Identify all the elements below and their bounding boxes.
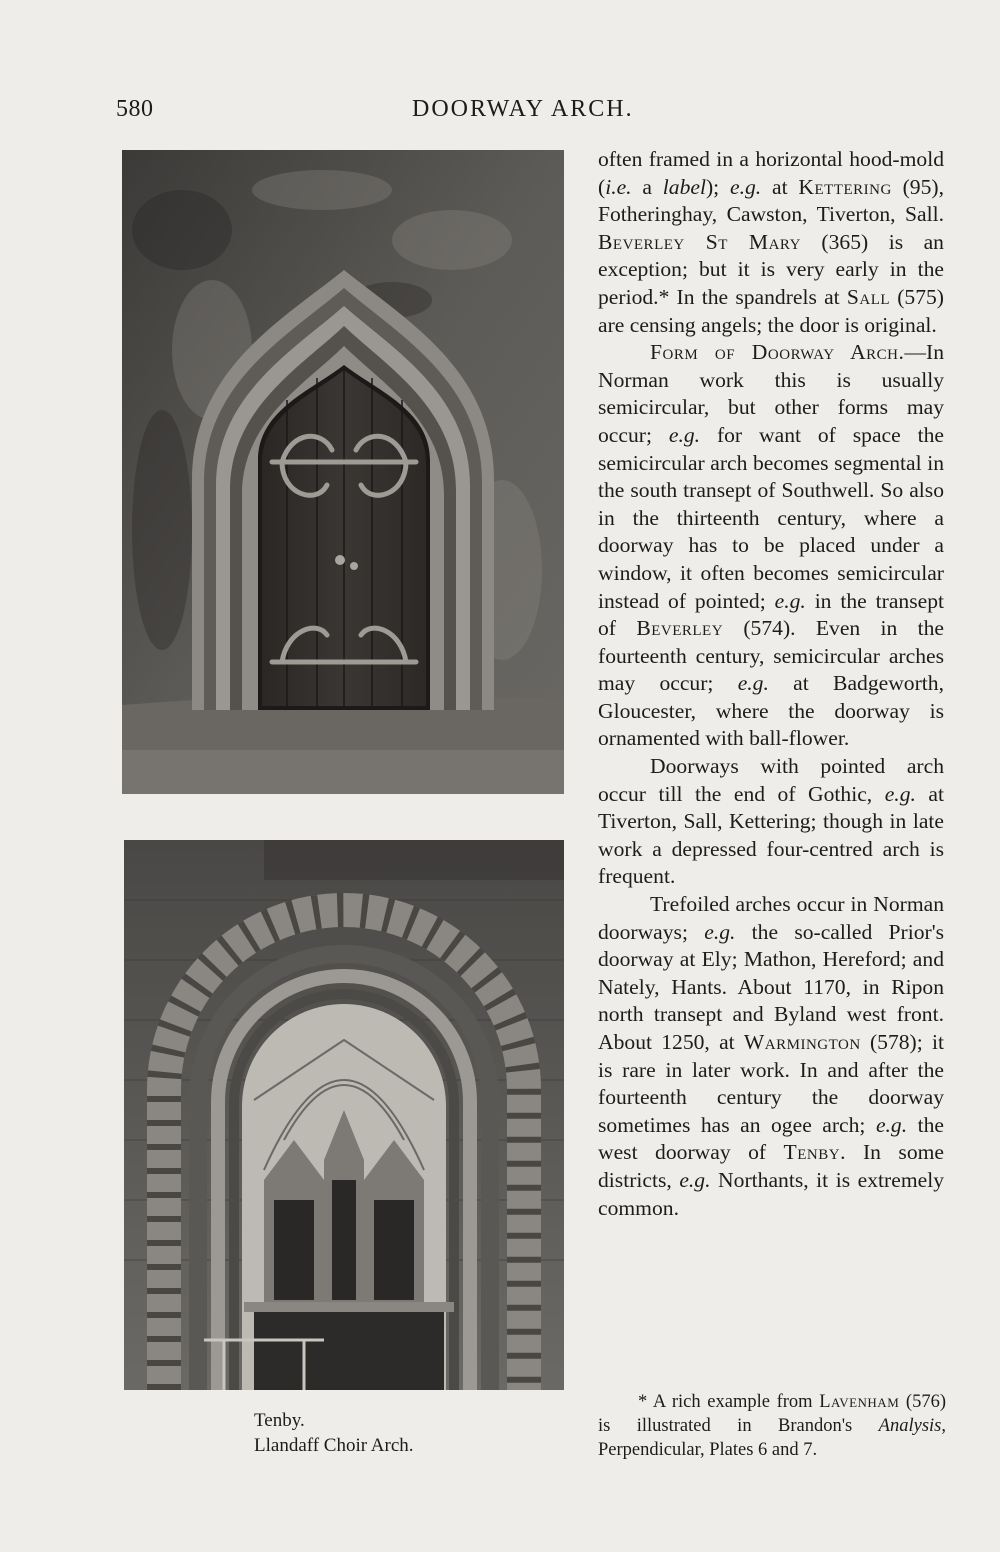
paragraph-hood-mold: often framed in a horizontal hood-mold (i.e. a label); e.g. at Kettering (95), Fotheringhay, Cawston, Tiverton, Sall. Beverley St Mary (365) is an exception; but it is very early in the period.* In the spandrels at Sall (575) are censing angels; the door is original. [598, 147, 944, 337]
page-number: 580 [116, 96, 154, 122]
photo-llandaff-choir-arch [124, 840, 564, 1390]
section-heading: Form of Doorway Arch. [650, 340, 905, 365]
paragraph-pointed-arch: Doorways with pointed arch occur till the end of Gothic, e.g. at Tiverton, Sall, Kettering; though in late work a depressed four-centred arch is frequent. [598, 754, 944, 889]
running-title: DOORWAY ARCH. [412, 96, 634, 122]
tenby-doorway-illustration [122, 150, 564, 794]
paragraph-form-of-doorway-arch: Form of Doorway Arch.—In Norman work this is usually semicircular, but other forms may occur; e.g. for want of space the semicircular arch becomes segmental in the south transept of Southwell. So also in the thirteenth century, where a doorway has to be placed under a window, it often becomes semicircular instead of pointed; e.g. in the transept of Beverley (574). Even in the fourteenth century, semicircular arches may occur; e.g. at Badgeworth, Gloucester, where the doorway is ornamented with ball-flower. [598, 340, 945, 751]
photo-tenby-doorway [122, 150, 564, 794]
paragraph-trefoiled-arches: Trefoiled arches occur in Norman doorways; e.g. the so-called Prior's doorway at Ely; Mathon, Hereford; and Nately, Hants. About 1170, in Ripon north transept and Byland west front. About 1250, at Warmington (578); it is rare in later work. In and after the fourteenth century the doorway sometimes has an ogee arch; e.g. the west doorway of Tenby. In some districts, e.g. Northants, it is extremely common. [598, 892, 945, 1220]
caption-llandaff: Llandaff Choir Arch. [254, 1435, 414, 1456]
figure-captions [254, 1408, 414, 1458]
caption-tenby: Tenby. [254, 1410, 305, 1431]
footnote: * A rich example from Lavenham (576) is illustrated in Brandon's Analysis, Perpendicular, Plates 6 and 7. [598, 1392, 946, 1460]
body-text [598, 146, 944, 1222]
llandaff-arch-illustration [124, 840, 564, 1390]
